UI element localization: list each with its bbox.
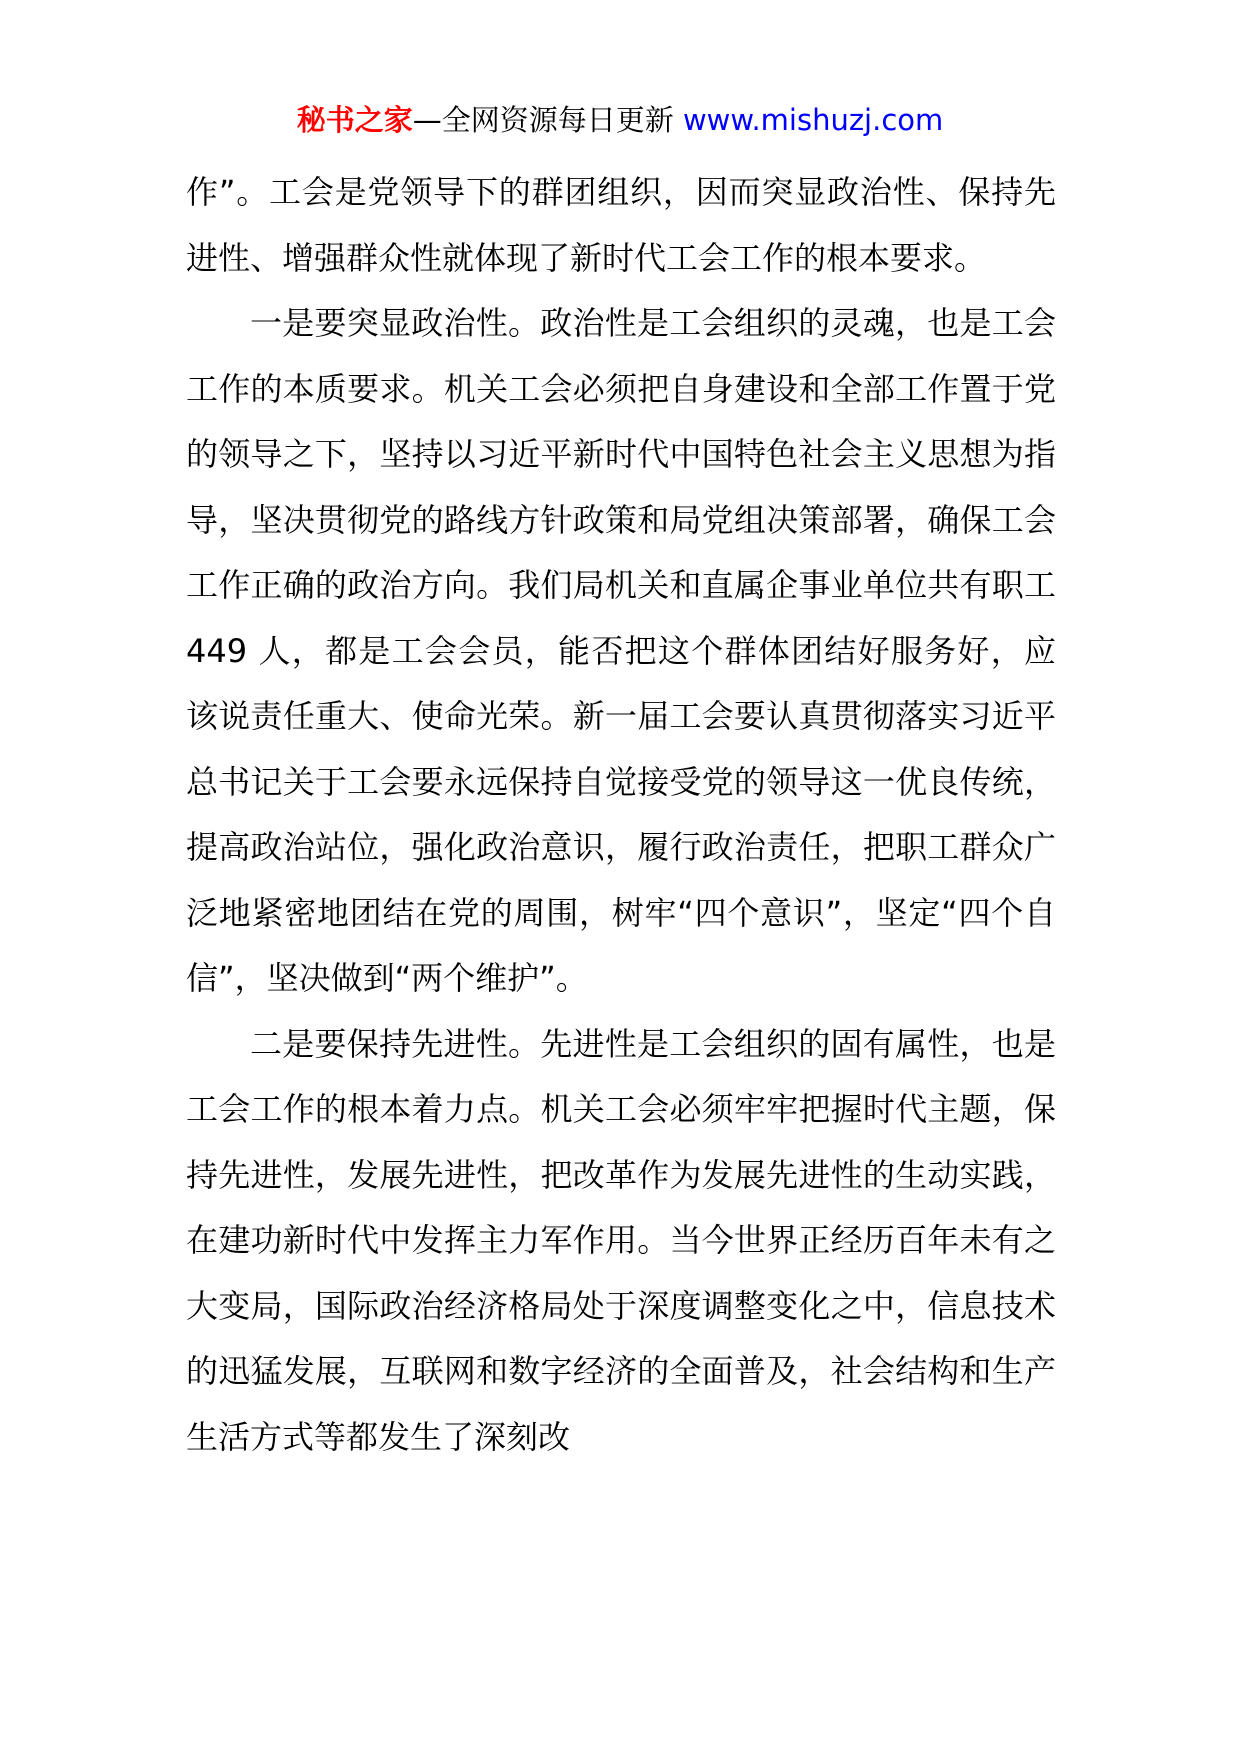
- header-slogan: —全网资源每日更新: [412, 103, 683, 137]
- page-header: [0, 100, 1240, 140]
- paragraph-advanced: 二是要保持先进性。先进性是工会组织的固有属性，也是工会工作的根本着力点。机关工会必须牢牢把握时代主题，保持先进性，发展先进性，把改革作为发展先进性的生动实践，在建功新时代中发挥主力军作用。当今世界正经历百年未有之大变局，国际政治经济格局处于深度调整变化之中，信息技术的迅猛发展，互联网和数字经济的全面普及，社会结构和生产生活方式等都发生了深刻改: [186, 1024, 1056, 1456]
- paragraph-political: 一是要突显政治性。政治性是工会组织的灵魂，也是工会工作的本质要求。机关工会必须把自身建设和全部工作置于党的领导之下，坚持以习近平新时代中国特色社会主义思想为指导，坚决贯彻党的路线方针政策和局党组决策部署，确保工会工作正确的政治方向。我们局机关和直属企事业单位共有职工 449 人，都是工会会员，能否把这个群体团结好服务好，应该说责任重大、使命光荣。新一届工会要认真贯彻落实习近平总书记关于工会要永远保持自觉接受党的领导这一优良传统，提高政治站位，强化政治意识，履行政治责任，把职工群众广泛地紧密地团结在党的周围，树牢“四个意识”，坚定“四个自信”，坚决做到“两个维护”。: [186, 304, 1056, 997]
- paragraph-continuation: 作”。工会是党领导下的群团组织，因而突显政治性、保持先进性、增强群众性就体现了新时代工会工作的根本要求。: [186, 173, 1056, 277]
- document-body: [186, 160, 1056, 1470]
- header-brand: 秘书之家: [296, 103, 413, 137]
- header-url-link[interactable]: www.mishuzj.com: [682, 103, 944, 137]
